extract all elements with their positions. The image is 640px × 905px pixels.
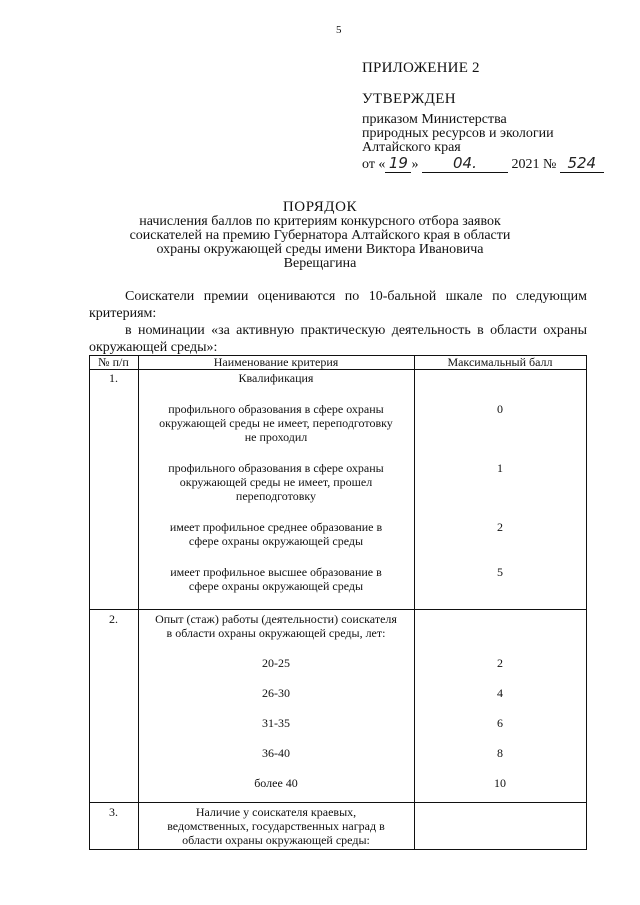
option-line: профильного образования в сфере охраны (168, 402, 384, 416)
order-line: Алтайского края (362, 140, 461, 155)
handwritten-month: 04. (422, 154, 508, 173)
option-line: сфере охраны окружающей среды (188, 579, 364, 593)
experience-range: 31-35 (262, 716, 290, 730)
title-line: области охраны окружающей среды: (182, 833, 370, 847)
approved-label: УТВЕРЖДЕН (362, 91, 457, 107)
table-border (89, 849, 587, 850)
table-border (89, 802, 587, 803)
order-line: приказом Министерства (362, 112, 507, 127)
document-title: ПОРЯДОК (282, 199, 358, 215)
experience-range: более 40 (254, 776, 298, 790)
criterion-option (138, 565, 414, 593)
table-border (89, 369, 587, 370)
option-score: 5 (497, 565, 503, 579)
option-score: 10 (494, 776, 506, 790)
subtitle-line: охраны окружающей среды имени Виктора Ивановича (156, 242, 484, 257)
date-quote: » (411, 157, 419, 172)
option-score: 2 (497, 520, 503, 534)
option-score: 0 (497, 402, 503, 416)
document-subtitle (120, 215, 520, 271)
criterion-title: Квалификация (238, 371, 314, 385)
table-border (586, 355, 587, 850)
experience-range: 20-25 (262, 656, 290, 670)
criterion-option (138, 461, 414, 503)
title-line: ведомственных, государственных наград в (167, 819, 385, 833)
table-border (89, 609, 587, 610)
header-number: № п/п (98, 355, 129, 369)
option-score: 2 (497, 656, 503, 670)
appendix-label: ПРИЛОЖЕНИЕ 2 (362, 60, 480, 76)
page-number: 5 (336, 24, 342, 36)
intro-paragraph: Соискатели премии оцениваются по 10-бальной шкале по следующим критериям: (89, 289, 587, 321)
date-prefix: от « (362, 157, 386, 172)
nomination-paragraph: в номинации «за активную практическую деятельность в области охраны окружающей среды»: (89, 323, 587, 355)
header-max-score: Максимальный балл (447, 355, 553, 369)
handwritten-number: 524 (560, 154, 604, 173)
criterion-option (138, 402, 414, 444)
subtitle-line: Верещагина (283, 256, 357, 271)
handwritten-day: 19 (385, 154, 411, 173)
option-line: имеет профильное высшее образование в (170, 565, 382, 579)
criterion-option (138, 520, 414, 548)
order-reference (362, 113, 554, 155)
criterion-title (138, 805, 414, 847)
option-score: 8 (497, 746, 503, 760)
order-line: природных ресурсов и экологии (362, 126, 554, 141)
row-number: 3. (109, 805, 118, 819)
table-border (89, 355, 90, 850)
option-line: сфере охраны окружающей среды (188, 534, 364, 548)
criteria-table (89, 355, 587, 850)
option-line: имеет профильное среднее образование в (169, 520, 383, 534)
header-criterion: Наименование критерия (213, 355, 339, 369)
option-line: профильного образования в сфере охраны (168, 461, 384, 475)
option-line: не проходил (244, 430, 308, 444)
title-line: Наличие у соискателя краевых, (195, 805, 357, 819)
title-line: в области охраны окружающей среды, лет: (166, 626, 386, 640)
title-line: Опыт (стаж) работы (деятельности) соискателя (155, 612, 397, 626)
order-year: 2021 (511, 157, 540, 172)
row-number: 2. (109, 612, 118, 626)
option-score: 1 (497, 461, 503, 475)
number-sign: № (542, 157, 557, 172)
subtitle-line: начисления баллов по критериям конкурсного отбора заявок (139, 214, 501, 229)
criterion-title (138, 612, 414, 640)
order-date (362, 154, 604, 173)
option-score: 6 (497, 716, 503, 730)
option-score: 4 (497, 686, 503, 700)
subtitle-line: соискателей на премию Губернатора Алтайского края в области (129, 228, 511, 243)
option-line: переподготовку (235, 489, 317, 503)
experience-range: 26-30 (262, 686, 290, 700)
option-line: окружающей среды не имеет, прошел (179, 475, 373, 489)
experience-range: 36-40 (262, 746, 290, 760)
row-number: 1. (109, 371, 118, 385)
option-line: окружающей среды не имеет, переподготовку (159, 416, 393, 430)
